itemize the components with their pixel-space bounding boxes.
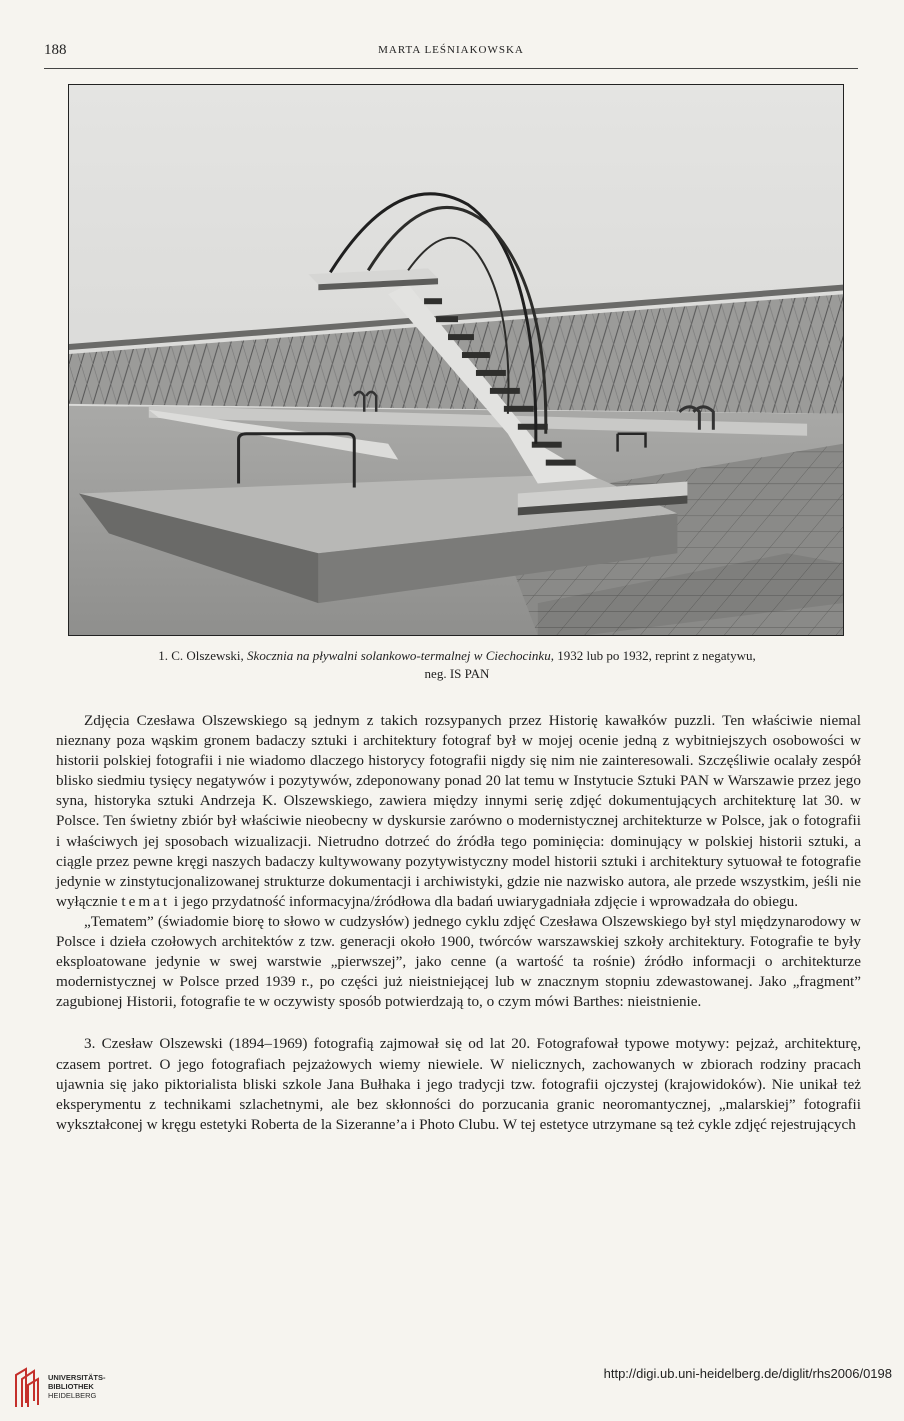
caption-title: Skocznia na pływalni solankowo-termalnej w Ciechocinku <box>247 648 551 663</box>
library-logo[interactable] <box>12 1365 132 1409</box>
logo-line-3: HEIDELBERG <box>48 1391 97 1400</box>
caption-suffix: , 1932 lub po 1932, reprint z negatywu, <box>550 648 756 663</box>
logo-line-2: BIBLIOTHEK <box>48 1382 94 1391</box>
running-head: MARTA LEŚNIAKOWSKA <box>378 44 524 56</box>
figure-photo-diving-tower <box>68 84 844 636</box>
paragraph-1-text: Zdjęcia Czesława Olszewskiego są jednym z takich rozsypanych przez Historię kawałków puzzli. Ten właściwie niemal nieznany poza wąskim gronem badaczy sztuki i architektury fotograf był w mojej ocenie jedną z wybitniejszych osobowości w historii polskiej fotografii i nie wiadomo dlaczego historycy fotografii nigdy się nim nie zainteresowali. Szczęśliwie ocalały zespół blisko siedmiu tysięcy negatywów i pozytywów, zdeponowany ponad 20 lat temu w Instytucie Sztuki PAN w Warszawie przez jego syna, historyka sztuki Andrzeja K. Olszewskiego, zawiera między innymi serię zdjęć dokumentujących architekturę lat 30. w Polsce. Ten świetny zbiór był właściwie nieobecny w dyskursie zarówno o modernistycznej architekturze w Polsce, jak o fotografii i właściwych jej sposobach wizualizacji. Nietrudno dotrzeć do źródła tego pominięcia: dominujący w polskiej historii sztuki, a ciągle przez pewne kręgi naszych badaczy kultywowany pozytywistyczny model historii sztuki i architektury sytuował te fotografie jedynie w zinstytucjonalizowanej strukturze dokumentacji i archiwistyki, gdzie nie nazwisko autora, ale przede wszystkim, jeśli nie wyłącznie <box>56 712 861 910</box>
paragraph-1-spaced-word: temat <box>121 892 171 910</box>
page-header <box>44 40 858 69</box>
logo-line-1: UNIVERSITÄTS- <box>48 1373 106 1382</box>
diving-tower-photo-illustration <box>69 85 843 635</box>
body-text <box>56 711 861 1135</box>
caption-line2: neg. IS PAN <box>424 666 490 681</box>
figure-caption <box>92 647 822 683</box>
caption-prefix: 1. C. Olszewski, <box>158 648 248 663</box>
footnote-3: 3. Czesław Olszewski (1894–1969) fotografią zajmował się od lat 20. Fotografował typowe motywy: pejzaż, architekturę, czasem portret. O jego fotografiach pejzażowych wiemy niewiele. W nielicznych, zachowanych w zbiorach rodziny pracach ujawnia się jako piktorialista bliski szkole Jana Bułhaka i jego tradycji tzw. fotografii ojczystej (krajowidoków). Nie unikał też eksperymentu z technikami szlachetnymi, ale bez skłonności do porzucania granic neoromantycznej, „malarskiej” fotografii wykształconej w kręgu estetyki Roberta de la Sizeranne’a i Photo Clubu. W tej estetyce utrzymane są też cykle zdjęć rejestrujących <box>56 1035 861 1133</box>
paragraph-1-end: i jego przydatność informacyjna/źródłowa dla badań uwiarygadniała zdjęcie i wprowadzała do obiegu. <box>173 892 799 910</box>
page-number: 188 <box>44 42 67 58</box>
library-logo-text <box>48 1373 106 1400</box>
source-url-link[interactable]: http://digi.ub.uni-heidelberg.de/diglit/rhs2006/0198 <box>603 1366 892 1381</box>
library-logo-icon <box>12 1365 40 1409</box>
paragraph-1 <box>56 711 861 912</box>
paragraph-2: „Tematem” (świadomie biorę to słowo w cudzysłów) jednego cyklu zdjęć Czesława Olszewskiego był styl międzynarodowy w Polsce i dzieła czołowych architektów z tzw. generacji około 1900, twórców warszawskiej szkoły architektury. Fotografie te były eksploatowane jedynie w swej warstwie „pierwszej”, jako cenne (a wartość ta rośnie) źródło informacji o architekturze modernistycznej w Polsce przed 1939 r., po części już nieistniejącej lub w znacznym stopniu zdewastowanej. Jako „fragment” zagubionej Historii, fotografie te w oczywisty sposób potwierdzają to, o czym mówi Barthes: nieistnienie. <box>56 912 861 1011</box>
